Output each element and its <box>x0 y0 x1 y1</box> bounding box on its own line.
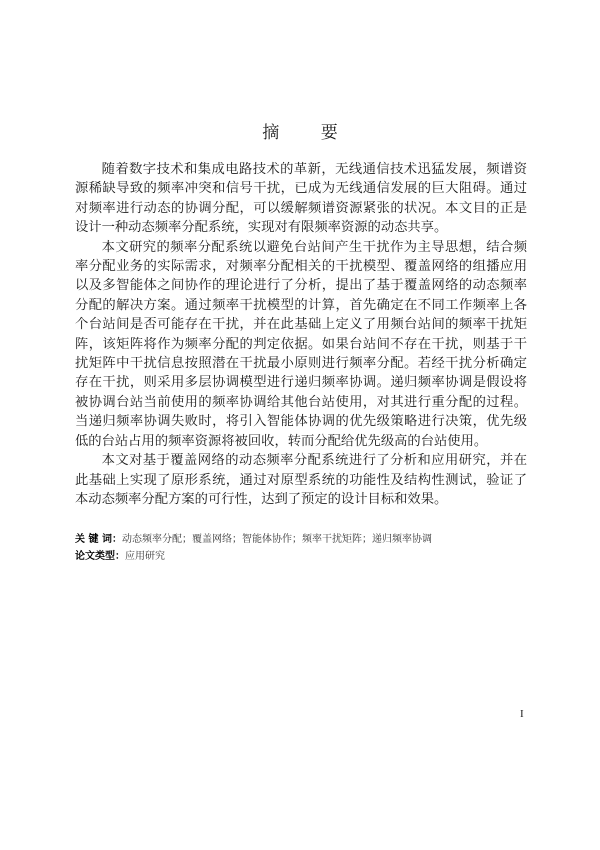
abstract-body <box>75 160 527 509</box>
keywords-line <box>75 532 535 548</box>
abstract-paragraph-3: 本文对基于覆盖网络的动态频率分配系统进行了分析和应用研究，并在此基础上实现了原形系统，通过对原型系统的功能性及结构性测试，验证了本动态频率分配方案的可行性，达到了预定的设计目标和效果。 <box>75 453 527 507</box>
abstract-title: 摘 要 <box>262 123 356 143</box>
keywords-value: 动态频率分配；覆盖网络；智能体协作；频率干扰矩阵；递归频率协调 <box>121 534 432 545</box>
abstract-paragraph-1: 随着数字技术和集成电路技术的革新，无线通信技术迅猛发展，频谱资源稀缺导致的频率冲突和信号干扰，已成为无线通信发展的巨大阻碍。通过对频率进行动态的协调分配，可以缓解频谱资源紧张的状况。本文目的正是设计一种动态频率分配系统，实现对有限频率资源的动态共享。 <box>75 162 527 236</box>
thesis-type-line <box>75 549 535 565</box>
thesis-type-value: 应用研究 <box>125 551 165 562</box>
keywords-label: 关 键 词： <box>75 534 122 545</box>
page-number: I <box>520 708 524 720</box>
thesis-type-label: 论文类型： <box>75 551 125 562</box>
abstract-paragraph-2: 本文研究的频率分配系统以避免台站间产生干扰作为主导思想，结合频率分配业务的实际需求，对频率分配相关的干扰模型、覆盖网络的组播应用以及多智能体之间协作的理论进行了分析，提出了基于覆盖网络的动态频率分配的解决方案。通过频率干扰模型的计算，首先确定在不同工作频率上各个台站间是否可能存在干扰，并在此基础上定义了用频台站间的频率干扰矩阵，该矩阵将作为频率分配的判定依据。如果台站间不存在干扰，则基于干扰矩阵中干扰信息按照潜在干扰最小原则进行频率分配。若经干扰分析确定存在干扰，则采用多层协调模型进行递归频率协调。递归频率协调是假设将被协调台站当前使用的频率协调给其他台站使用，对其进行重分配的过程。当递归频率协调失败时，将引入智能体协调的优先级策略进行决策，优先级低的台站占用的频率资源将被回收，转而分配给优先级高的台站使用。 <box>75 239 527 449</box>
